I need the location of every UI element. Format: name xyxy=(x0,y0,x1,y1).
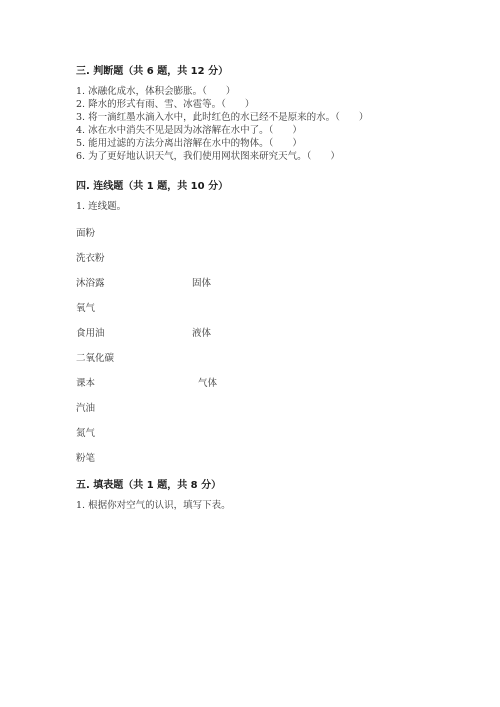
judge-item-3: 3. 将一滴红墨水滴入水中，此时红色的水已经不是原来的水。（ ） xyxy=(76,112,369,123)
match-left-item: 二氧化碳 xyxy=(76,353,115,364)
match-left-item: 洗衣粉 xyxy=(76,253,105,264)
judge-item-2: 2. 降水的形式有雨、雪、冰雹等。（ ） xyxy=(76,99,255,110)
judge-item-6: 6. 为了更好地认识天气，我们使用网状图来研究天气。（ ） xyxy=(76,151,340,162)
match-left-item: 粉笔 xyxy=(76,453,96,464)
match-left-item: 沐浴露 xyxy=(76,278,105,289)
judge-item-4: 4. 冰在水中消失不见是因为冰溶解在水中了。（ ） xyxy=(76,125,302,136)
section-4-heading: 四. 连线题（共 1 题，共 10 分） xyxy=(76,181,229,192)
match-right-item: 气体 xyxy=(198,378,218,389)
match-left-item: 氮气 xyxy=(76,428,96,439)
match-right-item: 固体 xyxy=(192,278,212,289)
match-right-item: 液体 xyxy=(192,328,212,339)
judge-item-5: 5. 能用过滤的方法分离出溶解在水中的物体。（ ） xyxy=(76,138,302,149)
table-question: 1. 根据你对空气的认识，填写下表。 xyxy=(76,500,231,511)
section-5-heading: 五. 填表题（共 1 题，共 8 分） xyxy=(76,480,222,491)
match-left-item: 汽油 xyxy=(76,403,96,414)
match-left-item: 氧气 xyxy=(76,303,96,314)
match-left-item: 面粉 xyxy=(76,228,96,239)
matching-question: 1. 连线题。 xyxy=(76,201,127,212)
match-left-item: 食用油 xyxy=(76,328,105,339)
judge-item-1: 1. 冰融化成水，体积会膨胀。（ ） xyxy=(76,86,236,97)
section-3-heading: 三. 判断题（共 6 题，共 12 分） xyxy=(76,66,229,77)
match-left-item: 课本 xyxy=(76,378,96,389)
